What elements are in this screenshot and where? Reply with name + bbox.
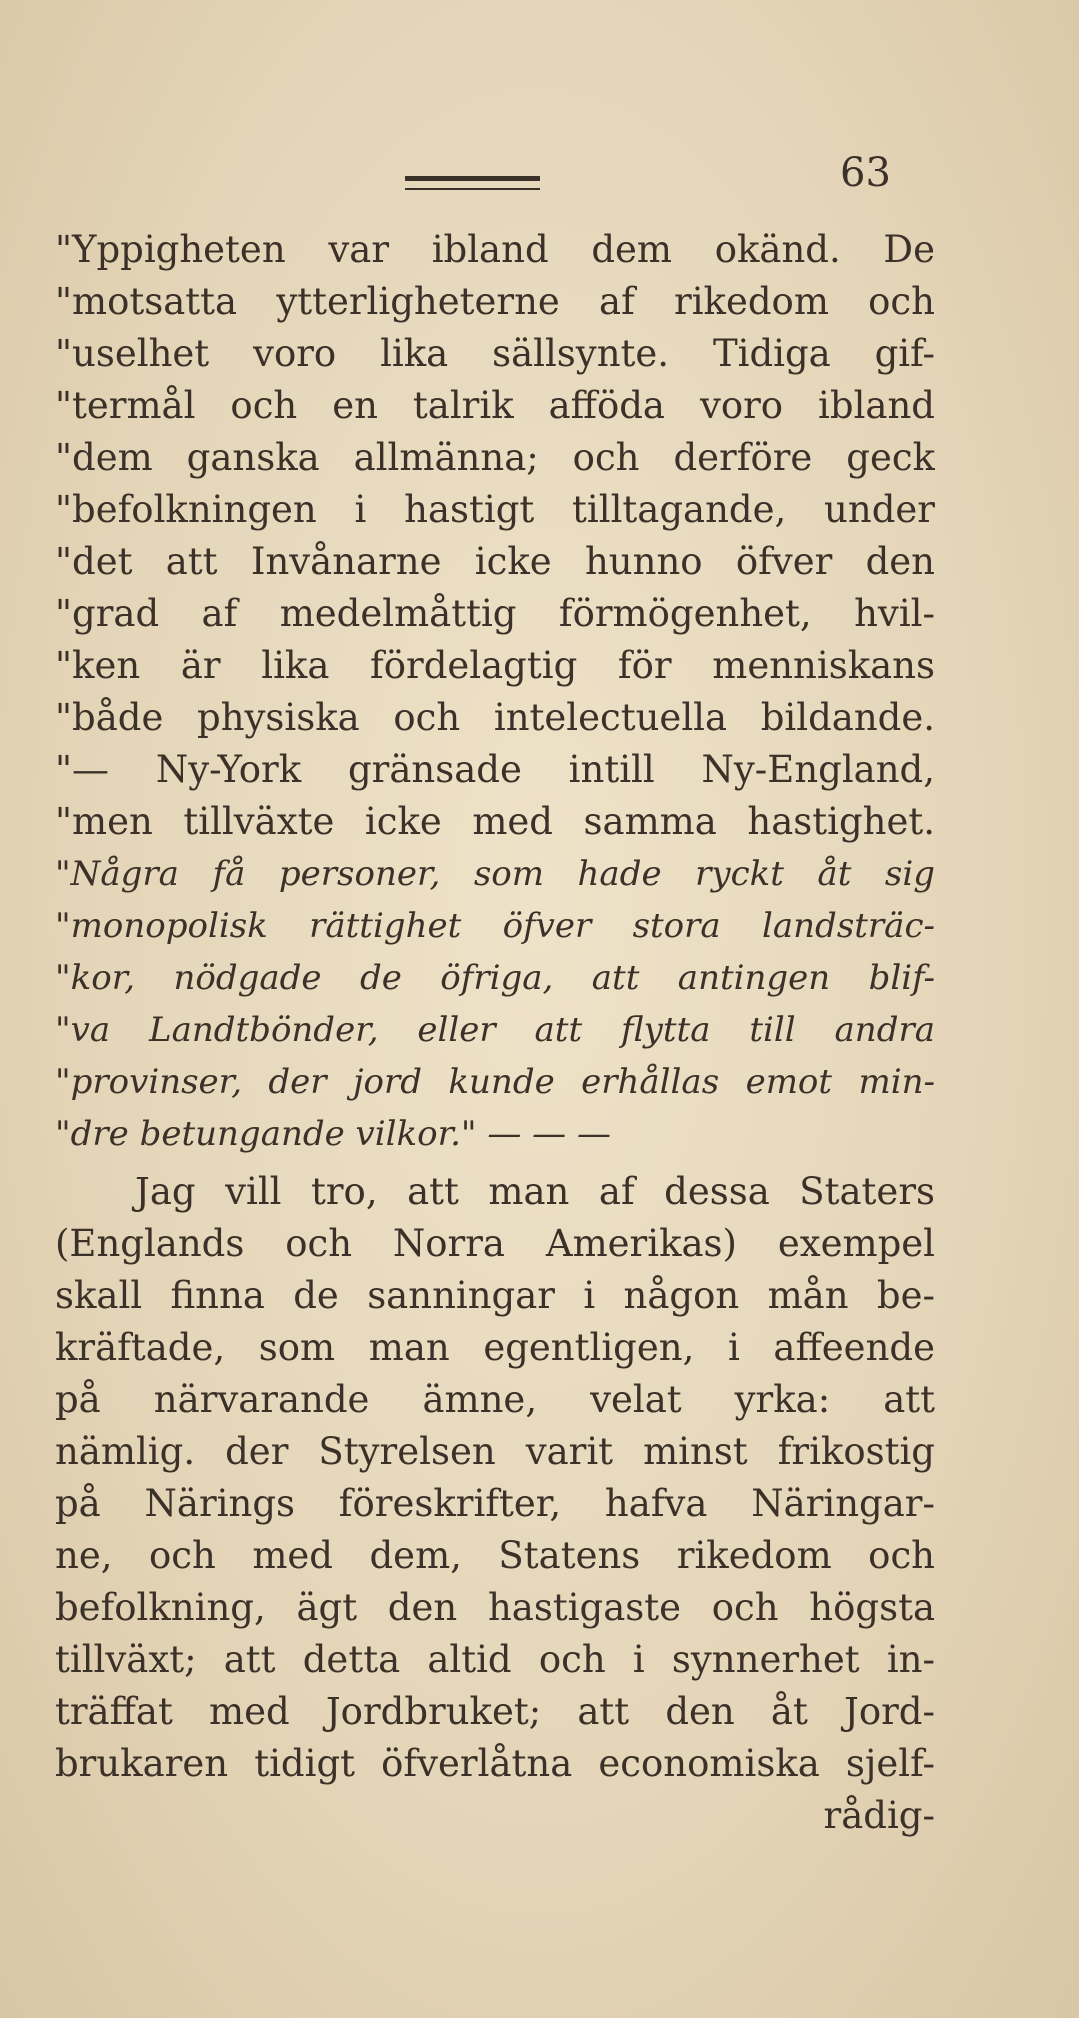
italic-line: "va Landtbönder, eller att flytta till andra [55, 1010, 935, 1050]
paragraph-line: på Närings föreskrifter, hafva Näringar- [55, 1482, 935, 1525]
text-line: "det att Invånarne icke hunno öfver den [55, 540, 935, 583]
body-text [55, 224, 935, 1842]
text-line: "Yppigheten var ibland dem okänd. De [55, 228, 935, 271]
text-line: "ken är lika fördelagtig för menniskans [55, 644, 935, 687]
text-line: "dem ganska allmänna; och derföre geck [55, 436, 935, 479]
text-line: "— Ny-York gränsade intill Ny-England, [55, 748, 935, 791]
text-line: "men tillväxte icke med samma hastighet. [55, 800, 935, 843]
paragraph-line: träffat med Jordbruket; att den åt Jord- [55, 1690, 935, 1733]
text-line: "uselhet voro lika sällsynte. Tidiga gif- [55, 332, 935, 375]
header-rule [405, 176, 540, 190]
text-line: "både physiska och intelectuella bildande. [55, 696, 935, 739]
italic-line: "provinser, der jord kunde erhållas emot min- [55, 1062, 935, 1102]
italic-line: "Några få personer, som hade ryckt åt sig [55, 854, 935, 894]
paragraph-line: (Englands och Norra Amerikas) exempel [55, 1222, 935, 1265]
italic-line: "dre betungande vilkor." — — — [55, 1114, 611, 1154]
paragraph-line: brukaren tidigt öfverlåtna economiska sjelf- [55, 1742, 935, 1785]
paragraph-line: skall finna de sanningar i någon mån be- [55, 1274, 935, 1317]
paragraph-line: ne, och med dem, Statens rikedom och [55, 1534, 935, 1577]
paragraph-line: på närvarande ämne, velat yrka: att [55, 1378, 935, 1421]
paragraph-line: nämlig. der Styrelsen varit minst frikostig [55, 1430, 935, 1473]
catchword: rådig- [823, 1794, 935, 1837]
paragraph-line: kräftade, som man egentligen, i affeende [55, 1326, 935, 1369]
text-line: "termål och en talrik afföda voro ibland [55, 384, 935, 427]
page-number: 63 [840, 150, 891, 196]
text-line: "motsatta ytterligheterne af rikedom och [55, 280, 935, 323]
paragraph-line: Jag vill tro, att man af dessa Staters [135, 1170, 935, 1213]
italic-line: "kor, nödgade de öfriga, att antingen blif- [55, 958, 935, 998]
text-line: "befolkningen i hastigt tilltagande, under [55, 488, 935, 531]
italic-line: "monopolisk rättighet öfver stora landsträc- [55, 906, 935, 946]
paragraph-line: befolkning, ägt den hastigaste och högsta [55, 1586, 935, 1629]
paragraph-line: tillväxt; att detta altid och i synnerhet in- [55, 1638, 935, 1681]
text-line: "grad af medelmåttig förmögenhet, hvil- [55, 592, 935, 635]
